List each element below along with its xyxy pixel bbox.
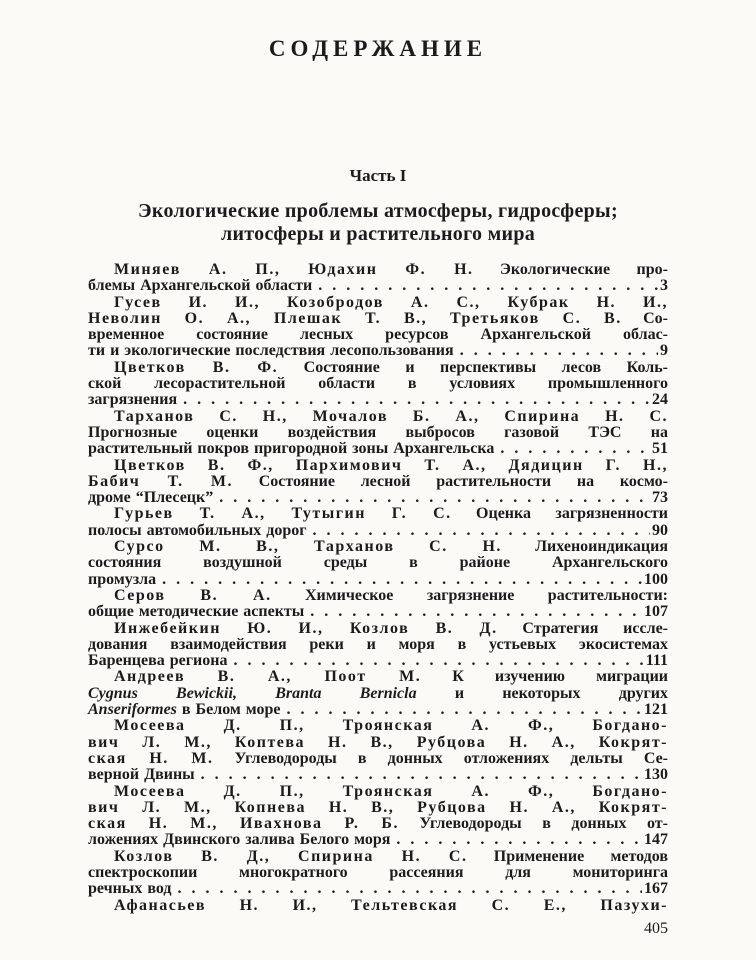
dot-leader <box>310 604 642 620</box>
toc-line <box>88 278 668 294</box>
toc-line <box>88 311 668 327</box>
entry-title-text: ложениях Двинского залива Белого моря <box>88 831 391 849</box>
toc-entry <box>88 539 668 588</box>
dot-leader <box>396 832 642 848</box>
entry-page-number: 167 <box>644 880 668 898</box>
entry-page-number: 9 <box>660 342 668 360</box>
toc-entry <box>88 849 668 898</box>
entry-title-text: ской лесорастительной области в условиях промышленного <box>88 375 668 393</box>
dot-leader <box>201 767 642 783</box>
entry-title-text: Применение методов <box>467 847 668 865</box>
author-names: Гусев И. И., Козобродов А. С., Кубрак Н. И., <box>114 293 668 311</box>
toc-line <box>88 588 668 604</box>
toc-line <box>88 832 668 848</box>
toc-line-text <box>88 881 172 897</box>
toc-line <box>88 653 668 669</box>
author-names: Цветков В. Ф. <box>114 358 279 376</box>
section-heading-line: литосферы и растительного мира <box>220 223 536 245</box>
part-heading: Часть I <box>349 166 407 185</box>
author-names: Мосеева Д. П., Троянская А. Ф., Богдано- <box>114 717 668 735</box>
author-names: Серов В. А. <box>114 586 272 604</box>
toc-entries <box>88 262 668 914</box>
section-heading-line: Экологические проблемы атмосферы, гидросферы; <box>138 200 618 222</box>
toc-line-text <box>88 832 390 848</box>
author-names: Мосеева Д. П., Троянская А. Ф., Богдано- <box>114 782 668 800</box>
toc-line <box>88 523 668 539</box>
dot-leader <box>318 278 658 294</box>
toc-line <box>88 262 668 278</box>
entry-title-text: Стратегия иссле- <box>497 619 669 637</box>
toc-entry <box>88 784 668 849</box>
dot-leader <box>460 343 658 359</box>
dot-leader <box>219 490 650 506</box>
entry-title-text: в Белом море <box>176 701 281 719</box>
latin-species-text: Anseriformes <box>88 701 177 719</box>
toc-entry <box>88 669 668 718</box>
author-names: Инжебейкин Ю. И., Козлов В. Д. <box>114 619 498 637</box>
entry-title-text: спектроскопии многократного рассеяния для мониторинга <box>88 863 668 881</box>
toc-line <box>88 343 668 359</box>
entry-title-text: Углеводороды в донных от- <box>398 815 668 833</box>
toc-line <box>88 816 668 832</box>
toc-line <box>88 539 668 555</box>
entry-title-text: Состояние и перспективы лесов Коль- <box>278 358 668 376</box>
toc-line <box>88 735 668 751</box>
entry-title-text: Химическое загрязнение растительности: <box>271 586 668 604</box>
entry-title-text: Прогнозные оценки воздействия выбросов газовой ТЭС на <box>88 423 668 441</box>
entry-page-number: 3 <box>660 277 668 295</box>
toc-line-text <box>88 653 227 669</box>
toc-line <box>88 849 668 865</box>
toc-line-text <box>88 392 177 408</box>
toc-line-text <box>88 767 195 783</box>
toc-line <box>88 441 668 457</box>
toc-line-text <box>88 441 494 457</box>
entry-title-text: Состояние лесной растительности на космо- <box>233 472 668 490</box>
entry-title-text: растительный покров пригородной зоны Архангельска <box>88 440 495 458</box>
toc-line <box>88 327 668 343</box>
author-names: вич Л. М., Коптева Н. В., Рубцова Н. А., Кокрят- <box>88 733 668 751</box>
toc-line <box>88 376 668 392</box>
toc-entry <box>88 588 668 621</box>
toc-line <box>88 718 668 734</box>
author-names: Козлов В. Д., Спирина Н. С. <box>114 847 468 865</box>
entry-page-number: 100 <box>644 570 668 588</box>
entry-title-text: ти и экологические последствия лесопользования <box>88 342 454 360</box>
entry-page-number: 121 <box>644 701 668 719</box>
toc-line <box>88 898 668 914</box>
author-names: Сурсо М. В., Тарханов С. Н. <box>114 538 502 556</box>
toc-line <box>88 800 668 816</box>
toc-entry <box>88 295 668 360</box>
entry-title-text: и некоторых других <box>416 684 669 702</box>
toc-line-text <box>88 523 306 539</box>
author-names: Бабич Т. М. <box>88 472 233 490</box>
toc-line-text <box>88 278 312 294</box>
toc-entry <box>88 262 668 295</box>
entry-title-text: дования взаимодействия реки и моря в устьевых экосистемах <box>88 635 668 653</box>
dot-leader <box>162 572 642 588</box>
toc-entry <box>88 506 668 539</box>
entry-title-text: Со- <box>621 309 668 327</box>
toc-line <box>88 572 668 588</box>
entry-page-number: 111 <box>645 652 668 670</box>
toc-line <box>88 669 668 685</box>
toc-line <box>88 767 668 783</box>
entry-page-number: 73 <box>652 489 668 507</box>
toc-line <box>88 490 668 506</box>
entry-title-text: блемы Архангельской области <box>88 277 313 295</box>
dot-leader <box>183 392 650 408</box>
toc-line <box>88 702 668 718</box>
entry-title-text: Углеводороды в донных отложениях дельты Се- <box>213 749 668 767</box>
toc-line <box>88 621 668 637</box>
author-names: Гурьев Т. А., Тутыгин Г. С. <box>114 505 452 523</box>
toc-line <box>88 409 668 425</box>
latin-species-text: Cygnus Bewickii, Branta Bernicla <box>88 684 417 702</box>
entry-title-text: промузла <box>88 570 157 588</box>
toc-line <box>88 474 668 490</box>
contents-title: СОДЕРЖАНИЕ <box>268 36 488 61</box>
toc-line <box>88 295 668 311</box>
entry-title-text: верной Двины <box>88 766 195 784</box>
entry-title-text: дроме “Плесецк” <box>88 489 214 507</box>
toc-line <box>88 425 668 441</box>
entry-title-text: речных вод <box>88 880 172 898</box>
toc-entry <box>88 621 668 670</box>
toc-line-text <box>88 343 454 359</box>
author-names: ская Н. М. <box>88 749 214 767</box>
section-heading <box>88 200 668 246</box>
toc-line-text <box>88 490 213 506</box>
toc-line <box>88 865 668 881</box>
dot-leader <box>286 702 642 718</box>
author-names: вич Л. М., Копнева Н. В., Рубцова Н. А., Кокрят- <box>88 798 668 816</box>
entry-title-text: Экологические про- <box>473 261 668 278</box>
entry-title-text: состояния воздушной среды в районе Архангельского <box>88 554 668 572</box>
toc-line <box>88 506 668 522</box>
toc-entry <box>88 898 668 914</box>
toc-line <box>88 458 668 474</box>
entry-title-text: полосы автомобильных дорог <box>88 521 307 539</box>
author-names: Тарханов С. Н., Мочалов Б. А., Спирина Н. С. <box>114 407 668 425</box>
entry-title-text: Баренцева региона <box>88 652 228 670</box>
entry-page-number: 90 <box>652 521 668 539</box>
toc-line <box>88 604 668 620</box>
toc-line-text <box>88 604 304 620</box>
entry-title-text: Лихеноиндикация <box>501 538 668 556</box>
toc-line <box>88 751 668 767</box>
toc-entry <box>88 360 668 409</box>
entry-page-number: 107 <box>644 603 668 621</box>
toc-entry <box>88 458 668 507</box>
toc-line-text <box>88 702 280 718</box>
toc-line <box>88 360 668 376</box>
toc-line <box>88 637 668 653</box>
toc-line <box>88 881 668 897</box>
entry-title-text: загрязнения <box>88 391 178 409</box>
toc-line <box>88 784 668 800</box>
toc-line <box>88 686 668 702</box>
entry-title-text: К изучению миграции <box>421 668 668 686</box>
dot-leader <box>312 523 650 539</box>
entry-page-number: 147 <box>644 831 668 849</box>
entry-page-number: 51 <box>652 440 668 458</box>
entry-page-number: 24 <box>652 391 668 409</box>
toc-line-text <box>88 572 156 588</box>
author-names: Афанасьев Н. И., Тельтевская С. Е., Пазухи- <box>114 896 668 914</box>
entry-page-number: 130 <box>644 766 668 784</box>
author-names: Цветков В. Ф., Пархимович Т. А., Дядицин Г. Н., <box>114 456 668 474</box>
dot-leader <box>500 441 650 457</box>
entry-title-text: временное состояние лесных ресурсов Архангельской облас- <box>88 326 668 344</box>
dot-leader <box>178 881 643 897</box>
page-number-folio: 405 <box>644 919 668 937</box>
author-names: ская Н. М., Ивахнова Р. Б. <box>88 815 399 833</box>
toc-line <box>88 555 668 571</box>
author-names: Миняев А. П., Юдахин Ф. Н. <box>114 261 474 278</box>
author-names: Андреев В. А., Поот М. <box>114 668 422 686</box>
author-names: Неволин О. А., Плешак Т. В., Третьяков С. В. <box>88 309 622 327</box>
entry-title-text: общие методические аспекты <box>88 603 305 621</box>
toc-line <box>88 392 668 408</box>
toc-entry <box>88 409 668 458</box>
entry-title-text: Оценка загрязненности <box>451 505 669 523</box>
dot-leader <box>233 653 643 669</box>
toc-entry <box>88 718 668 783</box>
